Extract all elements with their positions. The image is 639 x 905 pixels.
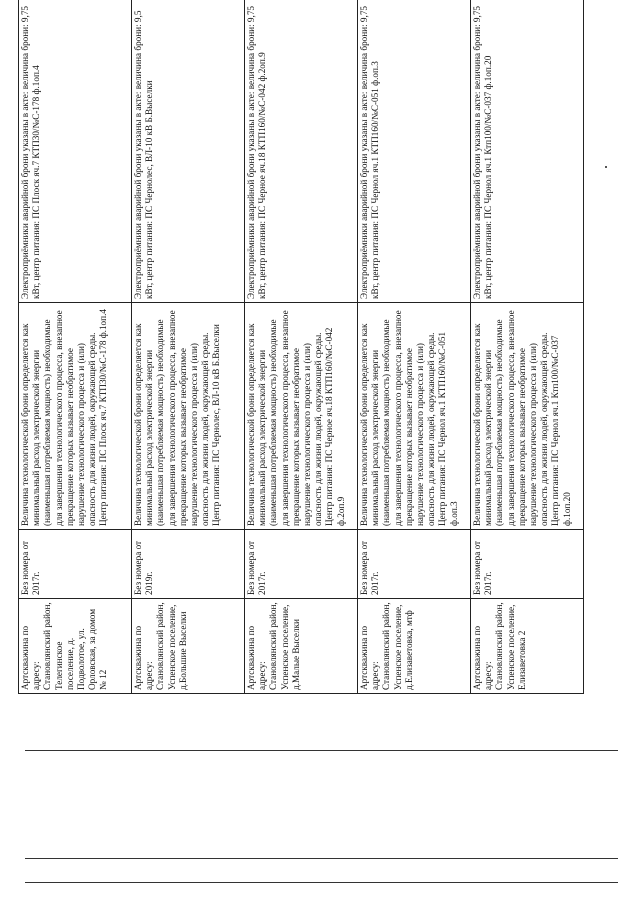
doc-number-cell: Без номера от 2017г. — [245, 530, 358, 599]
table-row — [19, 0, 132, 694]
reserve-table — [18, 0, 584, 694]
location-cell: Артскважина по адресу: Становлянский район, Успенское поселение, Елизаветовка 2 — [471, 599, 584, 694]
doc-number-cell: Без номера от 2017г. — [358, 530, 471, 599]
emergency-reserve-cell: Электроприёмники аварийной брони указаны в акте: величина брони: 9,75 кВт, центр питания: ПС Чернол яч.1 Ктп100/№С-037 ф.1оп.20 — [471, 0, 584, 303]
tech-reserve-cell: Величина технологической брони определяется как минимальный расход электрической энергии (наименьшая потребляемая мощность) необходимые для завершения технологического процесса, внезапное прекращение которых вызывает необратимое нарушение технологического процесса и (или) опасность для жизни людей, окружающей среды. Центр питания: ПС Чернолес, ВЛ-10 кВ Б.Выселки — [132, 303, 245, 530]
table-row — [471, 0, 584, 694]
divider-line — [25, 750, 618, 751]
emergency-reserve-cell: Электроприёмники аварийной брони указаны в акте: величина брони: 9,75 кВт, центр питания: ПС Черное яч.18 КТП160/№С-042 ф.2оп.9 — [245, 0, 358, 303]
rotated-table-page — [18, 5, 583, 694]
location-cell: Артскважина по адресу: Становлянский район, Телегинское поселение, д. Подволотое, ул. Орловская, за домом № 12 — [19, 599, 132, 694]
location-cell: Артскважина по адресу: Становлянский район, Успенское поселение, д.Малые Выселки — [245, 599, 358, 694]
table-row — [245, 0, 358, 694]
tech-reserve-cell: Величина технологической брони определяется как минимальный расход электрической энергии (наименьшая потребляемая мощность) необходимые для завершения технологического процесса, внезапное прекращение которых вызывает необратимое нарушение технологического процесса и (или) опасность для жизни людей, окружающей среды. Центр питания: ПС Чернол яч.1 Ктп100/№С-037 ф.1оп.20 — [471, 303, 584, 530]
emergency-reserve-cell: Электроприёмники аварийной брони указаны в акте: величина брони: 9,5 кВт, центр питания: ПС Чернолес, ВЛ-10 кВ Б.Выселки — [132, 0, 245, 303]
doc-number-cell: Без номера от 2017г. — [471, 530, 584, 599]
tech-reserve-cell: Величина технологической брони определяется как минимальный расход электрической энергии (наименьшая потребляемая мощность) необходимые для завершения технологического процесса, внезапное прекращение которых вызывает необратимое нарушение технологического процесса и (или) опасность для жизни людей, окружающей среды. Центр питания: ПС Чернол яч.1 КТП160/№С-051 ф.оп.3 — [358, 303, 471, 530]
table-row — [132, 0, 245, 694]
tech-reserve-cell: Величина технологической брони определяется как минимальный расход электрической энергии (наименьшая потребляемая мощность) необходимые для завершения технологического процесса, внезапное прекращение которых вызывает необратимое нарушение технологического процесса и (или) опасность для жизни людей, окружающей среды. Центр питания: ПС Черное яч.18 КТП160/№С-042 ф.2оп.9 — [245, 303, 358, 530]
divider-line — [25, 882, 618, 883]
table-row — [358, 0, 471, 694]
emergency-reserve-cell: Электроприёмники аварийной брони указаны в акте: величина брони: 9,75 кВт, центр питания: ПС Чернол яч.1 КТП160/№С-051 ф.оп.3 — [358, 0, 471, 303]
location-cell: Артскважина по адресу: Становлянский район, Успенское поселение, д.Большие Выселки — [132, 599, 245, 694]
location-cell: Артскважина по адресу: Становлянский район, Успенское поселение, д.Елизаветовка, мтф — [358, 599, 471, 694]
doc-number-cell: Без номера от 2017г. — [19, 530, 132, 599]
tech-reserve-cell: Величина технологической брони определяется как минимальный расход электрической энергии (наименьшая потребляемая мощность) необходимые для завершения технологического процесса, внезапное прекращение которых вызывает необратимое нарушение технологического процесса и (или) опасность для жизни людей, окружающей среды. Центр питания: ПС Плоск яч.7 КТП30/№С-178 ф.1оп.4 — [19, 303, 132, 530]
emergency-reserve-cell: Электроприёмники аварийной брони указаны в акте: величина брони: 9,75 кВт, центр питания: ПС Плоск яч.7 КТП30/№С-178 ф.1оп.4 — [19, 0, 132, 303]
divider-line — [25, 858, 618, 859]
doc-number-cell: Без номера от 2019г. — [132, 530, 245, 599]
scan-speck — [605, 166, 607, 168]
